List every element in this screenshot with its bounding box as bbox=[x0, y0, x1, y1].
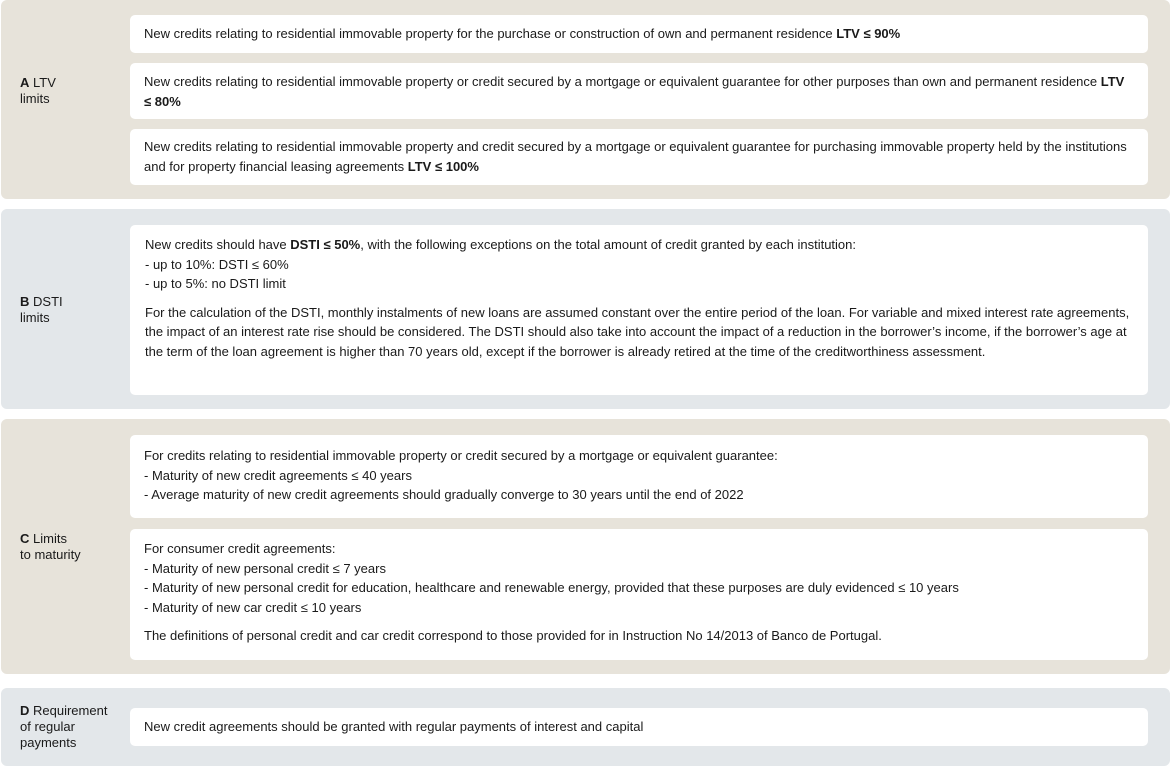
ltv-item-text: New credits relating to residential immovable property or credit secured by a mortgage or equivalent guarantee for other purposes than own and permanent residence bbox=[144, 74, 1101, 89]
maturity-rule: - Average maturity of new credit agreements should gradually converge to 30 years until the end of 2022 bbox=[144, 487, 744, 502]
maturity-rule: - Maturity of new car credit ≤ 10 years bbox=[144, 599, 362, 615]
section-c-label bbox=[20, 531, 81, 563]
dsti-box bbox=[130, 225, 1148, 395]
section-a-label bbox=[20, 75, 56, 107]
dsti-intro-pre: New credits should have bbox=[145, 237, 291, 252]
dsti-limit: DSTI ≤ 50% bbox=[290, 237, 361, 252]
section-b-label-line2: limits bbox=[20, 310, 50, 325]
section-d-label-line1: Requirement bbox=[33, 703, 108, 718]
ltv-item-own-residence bbox=[130, 15, 1148, 53]
maturity-consumer-intro: For consumer credit agreements: bbox=[144, 541, 336, 556]
maturity-rule: - Maturity of new personal credit for education, healthcare and renewable energy, provided that these purposes are duly evidenced ≤ 10 years bbox=[144, 580, 959, 595]
maturity-rule: - Maturity of new credit agreements ≤ 40 years bbox=[144, 467, 412, 483]
regular-payments-text: New credit agreements should be granted with regular payments of interest and capital bbox=[144, 719, 644, 734]
maturity-residential-box bbox=[130, 435, 1148, 518]
section-d-label-line3: payments bbox=[20, 735, 77, 750]
section-d-letter: D bbox=[20, 703, 30, 718]
section-c-label-line1: Limits bbox=[33, 531, 67, 546]
dsti-exception: - up to 10%: DSTI ≤ 60% bbox=[145, 256, 289, 272]
section-d-label-line2: of regular bbox=[20, 719, 75, 734]
section-b-label-line1: DSTI bbox=[33, 294, 63, 309]
ltv-item-limit: LTV ≤ 90% bbox=[836, 26, 901, 41]
section-d-label bbox=[20, 703, 107, 751]
ltv-item-text: New credits relating to residential immovable property and credit secured by a mortgage or equivalent guarantee for purchasing immovable property held by the institutions and for property financial leasing agreements bbox=[144, 139, 1127, 174]
section-b-label bbox=[20, 294, 63, 326]
section-b-letter: B bbox=[20, 294, 30, 309]
ltv-item-other-purposes bbox=[130, 63, 1148, 119]
ltv-item-limit: LTV ≤ 80% bbox=[144, 74, 1125, 109]
dsti-exception: - up to 5%: no DSTI limit bbox=[145, 276, 286, 291]
section-a-label-line1: LTV bbox=[33, 75, 56, 90]
dsti-intro-post: , with the following exceptions on the total amount of credit granted by each institution: bbox=[360, 237, 856, 252]
maturity-definitions-paragraph: The definitions of personal credit and car credit correspond to those provided for in Instruction No 14/2013 of Banco de Portugal. bbox=[144, 628, 882, 643]
maturity-residential-intro: For credits relating to residential immovable property or credit secured by a mortgage or equivalent guarantee: bbox=[144, 448, 778, 463]
ltv-item-text: New credits relating to residential immovable property for the purchase or construction of own and permanent residence bbox=[144, 26, 837, 41]
maturity-consumer-box bbox=[130, 529, 1148, 660]
section-c-label-line2: to maturity bbox=[20, 547, 81, 562]
ltv-item-institution-property bbox=[130, 129, 1148, 185]
section-a-letter: A bbox=[20, 75, 30, 90]
dsti-calculation-paragraph: For the calculation of the DSTI, monthly instalments of new loans are assumed constant over the entire period of the loan. For variable and mixed interest rate agreements, the impact of an interest rate rise should be considered. The DSTI should also take into account the impact of a reduction in the borrower’s income, if the borrower’s age at the term of the loan agreement is higher than 70 years old, except if the borrower is already retired at the time of the creditworthiness assessment. bbox=[145, 304, 1130, 359]
section-c-letter: C bbox=[20, 531, 30, 546]
regular-payments-box bbox=[130, 708, 1148, 746]
section-a-label-line2: limits bbox=[20, 91, 50, 106]
maturity-rule: - Maturity of new personal credit ≤ 7 years bbox=[144, 560, 386, 576]
dsti-intro bbox=[145, 235, 1134, 255]
ltv-item-limit: LTV ≤ 100% bbox=[407, 158, 479, 174]
